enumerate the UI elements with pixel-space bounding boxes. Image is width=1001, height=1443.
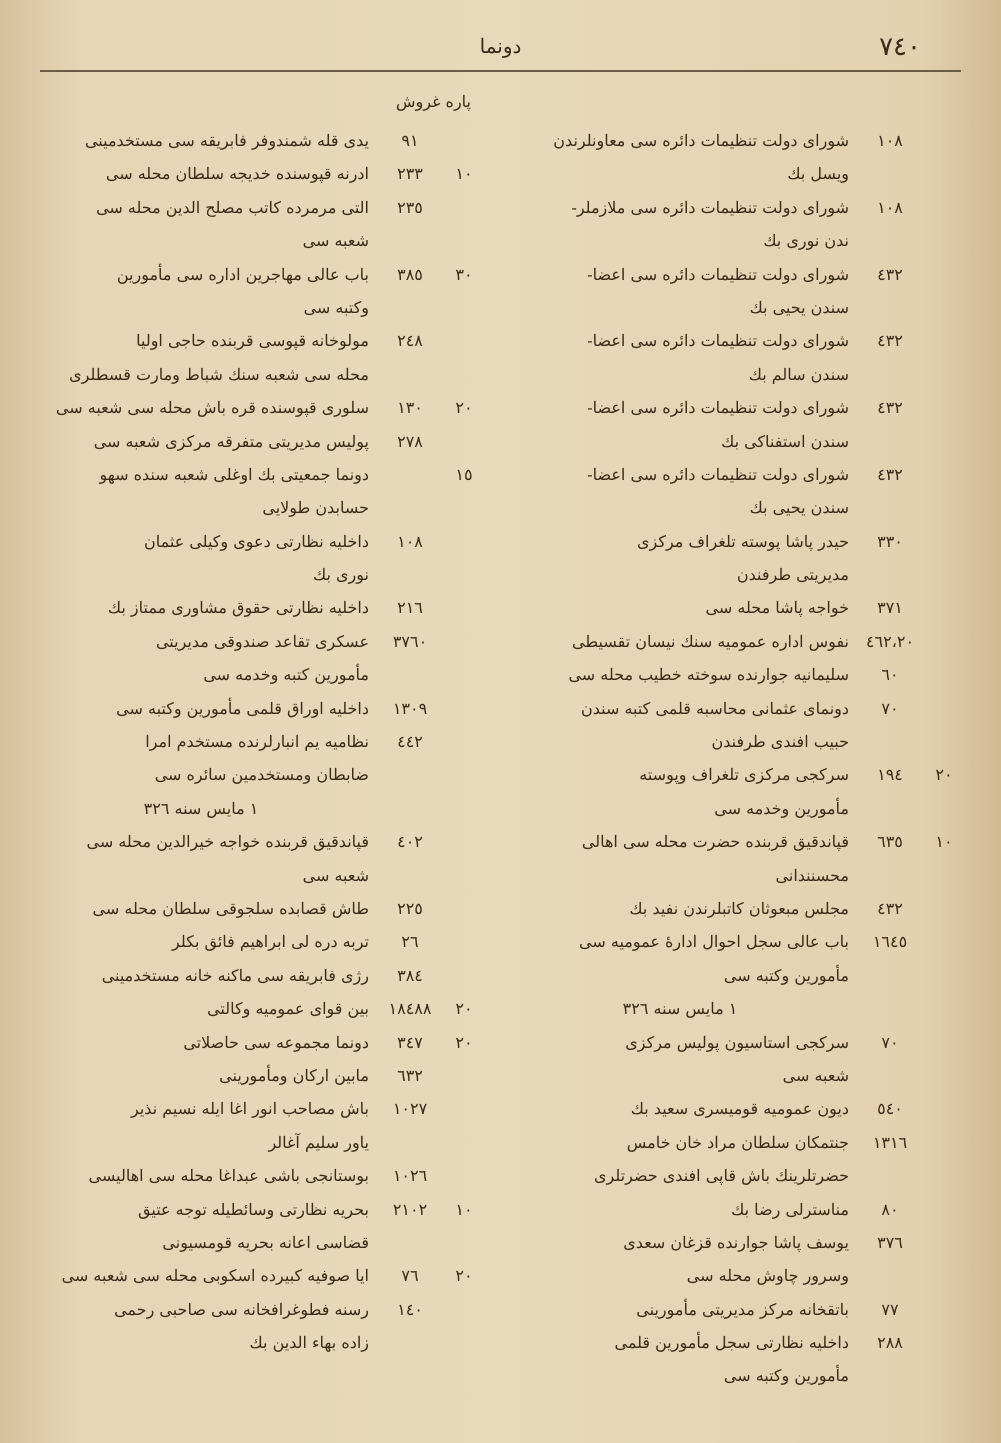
entry-description: مأمورين وكتبه سى xyxy=(723,965,849,985)
qurush-amount: ٣٨٥ xyxy=(397,264,423,284)
qurush-amount: ١٠٨ xyxy=(877,197,903,217)
entry-description: نورى بك xyxy=(313,565,369,585)
entry-line xyxy=(33,258,481,291)
entry-continuation-line xyxy=(511,558,961,591)
ledger-entry xyxy=(511,458,961,525)
qurush-amount: ٧٦ xyxy=(401,1266,419,1286)
entry-description: سليمانيه جوارنده سوخته خطيب محله سى xyxy=(568,665,849,685)
entry-line xyxy=(33,1026,481,1059)
entry-description: شعبه سى xyxy=(782,1065,849,1085)
right-column-header xyxy=(511,88,961,124)
ledger-entry xyxy=(33,792,481,825)
ledger-entry xyxy=(511,525,961,592)
entry-line xyxy=(511,191,961,224)
entry-description: دونما جمعيتى بك اوغلى شعبه سنده سهو xyxy=(99,464,369,484)
ledger-entry xyxy=(33,892,481,925)
entry-continuation-line xyxy=(511,425,961,458)
qurush-amount: ٦٣٢ xyxy=(397,1065,423,1085)
qurush-amount: ٧٠ xyxy=(881,698,899,718)
ledger-entry xyxy=(33,1026,481,1059)
para-amount: ٢٠ xyxy=(455,1266,473,1286)
entry-line xyxy=(511,1193,961,1226)
ledger-entry xyxy=(33,458,481,525)
ledger-entry xyxy=(33,425,481,458)
qurush-amount: ١٠٢٦ xyxy=(392,1166,428,1186)
entry-line xyxy=(511,258,961,291)
ledger-entry xyxy=(511,1193,961,1226)
entry-line xyxy=(33,591,481,624)
qurush-amount: ١٤٠ xyxy=(397,1299,423,1319)
ledger-entry xyxy=(33,825,481,892)
entry-line xyxy=(33,358,481,391)
qurush-amount: ٢٦ xyxy=(401,932,419,952)
qurush-amount: ٣٤٧ xyxy=(397,1032,423,1052)
entry-continuation-line xyxy=(33,1126,481,1159)
entry-description: خواجه پاشا محله سى xyxy=(705,598,849,618)
ledger-entry xyxy=(33,1059,481,1092)
entry-description: قپاندقيق قربنده حضرت محله سى اهالى xyxy=(581,832,849,852)
entry-continuation-line xyxy=(33,1326,481,1359)
entry-description: ١ مايس سنه ٣٢٦ xyxy=(143,798,259,818)
qurush-amount: ٢٣٥ xyxy=(397,197,423,217)
qurush-amount: ٧٠ xyxy=(881,1032,899,1052)
entry-continuation-line xyxy=(33,1226,481,1259)
ledger-entry xyxy=(33,1159,481,1192)
qurush-amount: ٢٨٨ xyxy=(877,1333,903,1353)
ledger-entry xyxy=(511,925,961,992)
qurush-amount: ١٦٤٥ xyxy=(872,932,908,952)
ledger-entry xyxy=(33,992,481,1025)
qurush-amount: ٦٠ xyxy=(881,665,899,685)
entry-line xyxy=(511,1293,961,1326)
para-amount: ٢٠ xyxy=(455,999,473,1019)
ledger-entry xyxy=(33,358,481,391)
ledger-entry xyxy=(33,324,481,357)
page-number: ٧٤٠ xyxy=(879,32,921,62)
entry-description: دونماى عثمانى محاسبه قلمى كتبه سندن xyxy=(580,698,849,718)
entry-line xyxy=(511,1226,961,1259)
entry-description: ادرنه قپوسنده خديجه سلطان محله سى xyxy=(105,164,369,184)
para-amount: ١٥ xyxy=(455,464,473,484)
entry-description: ندن نورى بك xyxy=(763,231,849,251)
entry-description: مأمورين وخدمه سى xyxy=(714,798,849,818)
ledger-entry xyxy=(33,959,481,992)
entry-line xyxy=(33,1193,481,1226)
entry-line xyxy=(33,1059,481,1092)
entry-line xyxy=(33,725,481,758)
entry-continuation-line xyxy=(511,224,961,257)
entry-line xyxy=(33,525,481,558)
qurush-amount: ١٠٨ xyxy=(877,131,903,150)
entry-description: محله سى شعبه سنك شباط ومارت قسطلرى xyxy=(69,364,369,384)
entry-continuation-line xyxy=(33,291,481,324)
qurush-amount: ٢٢٥ xyxy=(397,898,423,918)
ledger-entry xyxy=(33,725,481,792)
entry-line xyxy=(33,124,481,157)
entry-description: شعبه سى xyxy=(302,865,369,885)
entry-line xyxy=(33,625,481,658)
entry-continuation-line xyxy=(33,491,481,524)
entry-description: مولوخانه قپوسى قربنده حاجى اوليا xyxy=(136,331,369,351)
qurush-amount: ٤٣٢ xyxy=(877,331,903,351)
entry-line xyxy=(33,458,481,491)
entry-description: قپاندقيق قربنده خواجه خيرالدين محله سى xyxy=(86,832,369,852)
entry-description: حبيب افندى طرفندن xyxy=(711,732,849,752)
entry-description: شوراى دولت تنظيمات دائره سى اعضا- xyxy=(587,331,849,351)
qurush-amount: ٤٤٢ xyxy=(397,732,423,752)
ledger-entry xyxy=(511,692,961,759)
entry-description: تربه دره لى ابراهيم فائق بكلر xyxy=(171,932,369,952)
entry-description: رسنه فطوغرافخانه سى صاحبى رحمى xyxy=(114,1299,369,1319)
entry-description: باب عالى مهاجرين اداره سى مأمورين xyxy=(116,264,369,284)
entry-description: طاش قصابده سلجوقى سلطان محله سى xyxy=(92,898,369,918)
entry-description: عسكرى تقاعد صندوقى مديريتى xyxy=(155,631,369,651)
qurush-amount: ١٨٤٨٨ xyxy=(388,999,432,1019)
ledger-entry xyxy=(33,692,481,725)
entry-description: ياور سليم آغالر xyxy=(268,1132,369,1152)
entry-line xyxy=(511,925,961,958)
qurush-amount: ٩١ xyxy=(401,131,419,150)
entry-continuation-line xyxy=(511,1159,961,1192)
entry-description: شعبه سى xyxy=(302,231,369,251)
entry-continuation-line xyxy=(33,558,481,591)
qurush-amount: ٤٦٢،٢٠ xyxy=(865,631,915,651)
entry-description: سندن استفناكى بك xyxy=(721,431,849,451)
qurush-amount: ٣٧١ xyxy=(877,598,903,618)
ledger-entry xyxy=(511,324,961,391)
entry-line xyxy=(33,391,481,424)
entry-line xyxy=(511,458,961,491)
ledger-entry xyxy=(511,625,961,658)
ledger-entry xyxy=(511,892,961,925)
qurush-amount: ٢١٠٢ xyxy=(392,1199,428,1219)
ledger-entry xyxy=(511,1226,961,1293)
entry-description: ضابطان ومستخدمين سائره سى xyxy=(154,765,369,785)
para-amount: ١٠ xyxy=(935,832,953,852)
entry-description: يدى قله شمندوفر فابريقه سى مستخدمينى xyxy=(84,131,369,150)
entry-line xyxy=(33,925,481,958)
entry-description: دونما مجموعه سى حاصلاتى xyxy=(183,1032,369,1052)
ledger-entry xyxy=(511,992,961,1025)
qurush-amount: ٤٣٢ xyxy=(877,398,903,418)
entry-line xyxy=(33,792,481,825)
entry-description: شوراى دولت تنظيمات دائره سى معاونلرندن xyxy=(553,131,849,150)
left-column xyxy=(33,88,481,1423)
para-amount: ١٠ xyxy=(455,1199,473,1219)
qurush-amount: ١٣٠ xyxy=(397,398,423,418)
entry-continuation-line xyxy=(511,959,961,992)
entry-line xyxy=(33,959,481,992)
entry-line xyxy=(511,1126,961,1159)
running-title: دونما xyxy=(479,34,522,58)
entry-line xyxy=(33,1259,481,1292)
qurush-amount: ٢١٦ xyxy=(397,598,423,618)
entry-description: يوسف پاشا جوارنده قزغان سعدى xyxy=(623,1232,849,1252)
entry-description: محسنندانى xyxy=(775,865,849,885)
entry-line xyxy=(33,1092,481,1125)
ledger-entry xyxy=(33,124,481,157)
entry-description: شوراى دولت تنظيمات دائره سى اعضا- xyxy=(587,464,849,484)
page-header xyxy=(40,22,961,72)
entry-line xyxy=(511,124,961,157)
entry-description: قضاسى اعانه بحريه قومسيونى xyxy=(162,1232,369,1252)
ledger-entry xyxy=(511,758,961,825)
entry-description: شوراى دولت تنظيمات دائره سى ملازملر- xyxy=(571,197,849,217)
entry-description: حسابدن طولايى xyxy=(262,498,369,518)
qurush-amount: ١٩٤ xyxy=(877,765,903,785)
entry-description: بحريه نظارتى وسائطيله توجه عتيق xyxy=(138,1199,369,1219)
entry-continuation-line xyxy=(511,291,961,324)
entry-description: زاده بهاء الدين بك xyxy=(249,1333,369,1353)
entry-continuation-line xyxy=(511,1059,961,1092)
entry-description: باش مصاحب انور اغا ايله نسيم نذير xyxy=(131,1099,369,1119)
entry-description: نفوس اداره عموميه سنك نيسان تقسيطى xyxy=(572,631,849,651)
ledger-entry xyxy=(511,1326,961,1393)
entry-description: مأمورين كتبه وخدمه سى xyxy=(203,665,369,685)
entry-continuation-line xyxy=(511,725,961,758)
para-amount: ٢٠ xyxy=(455,1032,473,1052)
entry-description: جنتمكان سلطان مراد خان خامس xyxy=(626,1132,849,1152)
entry-line xyxy=(511,625,961,658)
para-amount: ٣٠ xyxy=(455,264,473,284)
ledger-entry xyxy=(33,391,481,424)
entry-line xyxy=(33,157,481,190)
entry-description: مابين اركان ومأمورينى xyxy=(219,1065,369,1085)
ledger-entry xyxy=(33,525,481,592)
qurush-amount: ٤٣٢ xyxy=(877,898,903,918)
ledger-entry xyxy=(33,1193,481,1260)
entry-line xyxy=(33,892,481,925)
ledger-entry xyxy=(33,625,481,692)
ledger-entry xyxy=(33,191,481,258)
entry-line xyxy=(511,525,961,558)
qurush-amount: ٣٧٦ xyxy=(877,1232,903,1252)
ledger-entry xyxy=(511,191,961,258)
entry-continuation-line xyxy=(511,859,961,892)
entry-line xyxy=(511,324,961,357)
entry-line xyxy=(33,324,481,357)
entry-line xyxy=(511,1026,961,1059)
entry-line xyxy=(511,1326,961,1359)
ledger-entry xyxy=(511,1126,961,1193)
entry-line xyxy=(511,758,961,791)
entry-continuation-line xyxy=(33,758,481,791)
entry-description: سندن يحيى بك xyxy=(749,498,849,518)
ledger-entry xyxy=(33,591,481,624)
qurush-amount: ٣٣٠ xyxy=(877,531,903,551)
entry-description: سركجى مركزى تلغراف وپوسته xyxy=(639,765,849,785)
entry-description: حضرتلرينك باش قاپى افندى حضرتلرى xyxy=(594,1166,849,1186)
entry-description: ويسل بك xyxy=(787,164,849,184)
qurush-amount: ٣٨٤ xyxy=(397,965,423,985)
qurush-amount: ٤٠٢ xyxy=(397,832,423,852)
entry-line xyxy=(33,992,481,1025)
para-amount: ٢٠ xyxy=(935,765,953,785)
entry-description: داخليه نظارتى دعوى وكيلى عثمان xyxy=(144,531,369,551)
entry-line xyxy=(511,1092,961,1125)
ledger-entry xyxy=(511,1293,961,1326)
qurush-amount: ١٣٠٩ xyxy=(392,698,428,718)
entry-description: پوليس مديريتى متفرقه مركزى شعبه سى xyxy=(93,431,369,451)
entry-line xyxy=(33,692,481,725)
qurush-amount: ٣٧٦٠ xyxy=(392,631,428,651)
ledger-entry xyxy=(33,925,481,958)
ledger-entry xyxy=(511,591,961,624)
entry-line xyxy=(511,892,961,925)
entry-description: باتقخانه مركز مديريتى مأمورينى xyxy=(636,1299,849,1319)
currency-header-label: پاره غروش xyxy=(396,92,471,111)
entry-line xyxy=(33,191,481,224)
entry-description: شوراى دولت تنظيمات دائره سى اعضا- xyxy=(587,398,849,418)
entry-description: ديون عموميه قوميسرى سعيد بك xyxy=(630,1099,849,1119)
ledger-entry xyxy=(511,1026,961,1093)
entry-description: مديريتى طرفندن xyxy=(736,565,849,585)
qurush-amount: ٤٣٢ xyxy=(877,464,903,484)
qurush-amount: ٢٤٨ xyxy=(397,331,423,351)
entry-line xyxy=(33,825,481,858)
entry-continuation-line xyxy=(511,157,961,190)
qurush-amount: ٥٤٠ xyxy=(877,1099,903,1119)
entry-continuation-line xyxy=(511,491,961,524)
entry-description: سندن يحيى بك xyxy=(749,297,849,317)
entry-line xyxy=(511,992,961,1025)
ledger-entry xyxy=(511,391,961,458)
entry-line xyxy=(511,658,961,691)
ledger-entry xyxy=(511,1092,961,1125)
ledger-entry xyxy=(33,1259,481,1292)
qurush-amount: ١٣١٦ xyxy=(872,1132,908,1152)
entry-continuation-line xyxy=(33,859,481,892)
entry-continuation-line xyxy=(511,1359,961,1392)
entry-line xyxy=(511,692,961,725)
entry-description: داخليه نظارتى حقوق مشاورى ممتاز بك xyxy=(107,598,369,618)
para-amount: ٢٠ xyxy=(455,398,473,418)
entry-description: التى مرمرده كاتب مصلح الدين محله سى xyxy=(96,197,369,217)
entry-continuation-line xyxy=(511,1259,961,1292)
entry-description: سركجى استاسيون پوليس مركزى xyxy=(625,1032,849,1052)
entry-description: سندن سالم بك xyxy=(748,364,849,384)
qurush-amount: ٨٠ xyxy=(881,1199,899,1219)
left-column-header xyxy=(33,88,481,124)
entry-description: وسرور چاوش محله سى xyxy=(686,1266,849,1286)
ledger-entry xyxy=(511,825,961,892)
ledger-entry xyxy=(511,658,961,691)
qurush-amount: ٧٧ xyxy=(881,1299,899,1319)
ledger-entry xyxy=(511,258,961,325)
qurush-amount: ٤٣٢ xyxy=(877,264,903,284)
entry-line xyxy=(511,825,961,858)
entry-description: بين قواى عموميه وكالتى xyxy=(207,999,369,1019)
entry-description: وكتبه سى xyxy=(303,297,369,317)
entry-continuation-line xyxy=(33,224,481,257)
ledger-entry xyxy=(511,124,961,191)
entry-description: بوستانجى باشى عبداغا محله سى اهاليسى xyxy=(88,1166,369,1186)
entry-description: ١ مايس سنه ٣٢٦ xyxy=(622,999,738,1019)
qurush-amount: ٢٣٣ xyxy=(397,164,423,184)
ledger-entry xyxy=(33,1293,481,1360)
entry-description: مجلس مبعوثان كاتبلرندن نفيد بك xyxy=(629,898,849,918)
entry-line xyxy=(33,1159,481,1192)
entry-description: رژى فابريقه سى ماكنه خانه مستخدمينى xyxy=(101,965,369,985)
ledger-entry xyxy=(33,258,481,325)
entry-description: باب عالى سجل احوال ادارهٔ عموميه سى xyxy=(579,932,849,952)
entry-description: مأمورين وكتبه سى xyxy=(723,1366,849,1386)
entry-description: سلورى قپوسنده قره باش محله سى شعبه سى xyxy=(55,398,369,418)
entry-description: داخليه اوراق قلمى مأمورين وكتبه سى xyxy=(116,698,369,718)
entry-line xyxy=(33,425,481,458)
entry-line xyxy=(511,591,961,624)
entry-continuation-line xyxy=(33,658,481,691)
ledger-entry xyxy=(33,1092,481,1159)
entry-description: شوراى دولت تنظيمات دائره سى اعضا- xyxy=(587,264,849,284)
entry-line xyxy=(511,391,961,424)
entry-continuation-line xyxy=(511,792,961,825)
qurush-amount: ١٠٨ xyxy=(397,531,423,551)
entry-description: ايا صوفيه كبيرده اسكوبى محله سى شعبه سى xyxy=(61,1266,369,1286)
qurush-amount: ١٠٢٧ xyxy=(392,1099,428,1119)
entry-description: داخليه نظارتى سجل مأمورين قلمى xyxy=(614,1333,849,1353)
entry-description: حيدر پاشا پوسته تلغراف مركزى xyxy=(636,531,849,551)
qurush-amount: ٦٣٥ xyxy=(877,832,903,852)
para-amount: ١٠ xyxy=(455,164,473,184)
entry-description: مناسترلى رضا بك xyxy=(731,1199,849,1219)
right-column xyxy=(511,88,961,1423)
entry-description: نظاميه يم انبارلرنده مستخدم امرا xyxy=(145,732,369,752)
ledger-entry xyxy=(33,157,481,190)
entry-continuation-line xyxy=(511,358,961,391)
entry-line xyxy=(33,1293,481,1326)
qurush-amount: ٢٧٨ xyxy=(397,431,423,451)
